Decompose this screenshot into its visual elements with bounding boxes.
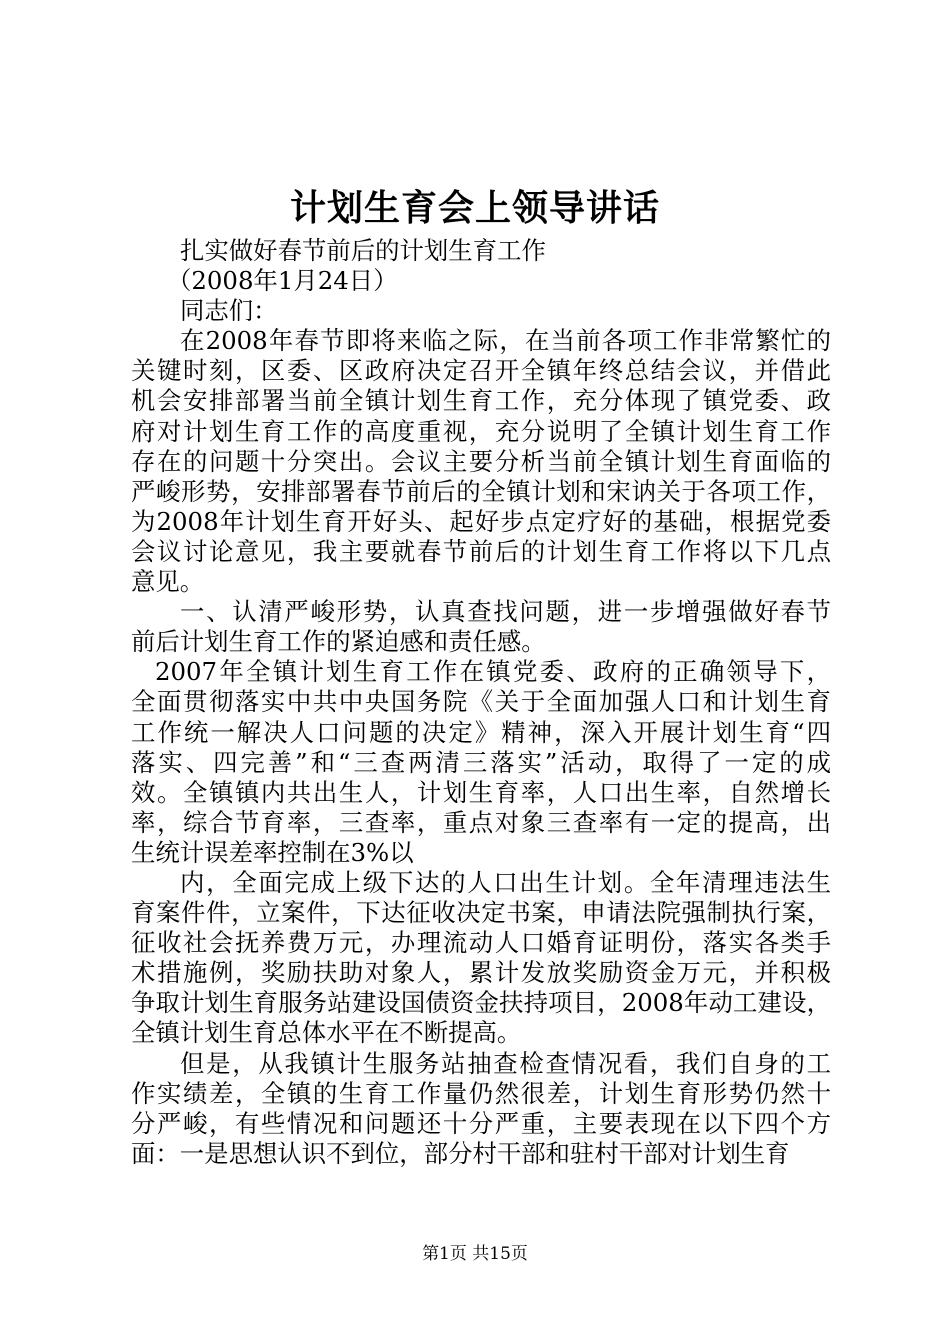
- paragraph-line: 工作统一解决人口问题的决定》精神，深入开展计划生育“四: [131, 717, 831, 747]
- paragraph-line: 一、认清严峻形势，认真查找问题，进一步增强做好春节: [180, 597, 831, 627]
- page-number: 第1页 共15页: [422, 1244, 528, 1264]
- paragraph-line: 生统计误差率控制在3%以: [131, 837, 414, 867]
- paragraph-line: 存在的问题十分突出。会议主要分析当前全镇计划生育面临的: [131, 446, 831, 476]
- paragraph-line: 前后计划生育工作的紧迫感和责任感。: [131, 627, 546, 657]
- paragraph-line: 育案件件，立案件，下达征收决定书案，申请法院强制执行案，: [131, 898, 831, 928]
- document-title: 计划生育会上领导讲话: [289, 187, 660, 229]
- paragraph-line: 分严峻，有些情况和问题还十分严重，主要表现在以下四个方: [131, 1108, 831, 1138]
- paragraph-line: 会议讨论意见，我主要就春节前后的计划生育工作将以下几点: [131, 536, 831, 566]
- paragraph-line: 内，全面完成上级下达的人口出生计划。全年清理违法生: [180, 867, 831, 897]
- paragraph-line: 率，综合节育率，三查率，重点对象三查率有一定的提高，出: [131, 807, 831, 837]
- paragraph-line: 意见。: [131, 567, 205, 597]
- paragraph-line: 2007年全镇计划生育工作在镇党委、政府的正确领导下，: [155, 657, 831, 687]
- paragraph-line: 效。全镇镇内共出生人，计划生育率，人口出生率，自然增长: [131, 777, 831, 807]
- paragraph-line: 但是，从我镇计生服务站抽查检查情况看，我们自身的工: [180, 1048, 831, 1078]
- paragraph-line: 府对计划生育工作的高度重视，充分说明了全镇计划生育工作: [131, 416, 831, 446]
- paragraph-line: 为2008年计划生育开好头、起好步点定疗好的基础，根据党委: [131, 506, 831, 536]
- document-subtitle: 扎实做好春节前后的计划生育工作: [180, 236, 546, 265]
- paragraph-line: 机会安排部署当前全镇计划生育工作，充分体现了镇党委、政: [131, 386, 831, 416]
- paragraph-line: 在2008年春节即将来临之际，在当前各项工作非常繁忙的: [180, 326, 831, 356]
- document-body: [131, 236, 831, 1169]
- document-date: （2008年1月24日）: [167, 266, 398, 296]
- paragraph-line: 严峻形势，安排部署春节前后的全镇计划和宋讷关于各项工作，: [131, 476, 831, 506]
- paragraph-line: 落实、四完善”和“三查两清三落实”活动，取得了一定的成: [131, 747, 831, 777]
- paragraph-line: 关键时刻，区委、区政府决定召开全镇年终总结会议，并借此: [131, 356, 831, 386]
- salutation: 同志们：: [180, 296, 278, 326]
- paragraph-line: 术措施例，奖励扶助对象人，累计发放奖励资金万元，并积极: [131, 958, 831, 988]
- paragraph-line: 全镇计划生育总体水平在不断提高。: [131, 1018, 522, 1048]
- paragraph-line: 作实绩差，全镇的生育工作量仍然很差，计划生育形势仍然十: [131, 1078, 831, 1108]
- paragraph-line: 争取计划生育服务站建设国债资金扶持项目，2008年动工建设，: [131, 988, 831, 1018]
- paragraph-line: 全面贯彻落实中共中央国务院《关于全面加强人口和计划生育: [131, 687, 831, 717]
- paragraph-line: 面：一是思想认识不到位，部分村干部和驻村干部对计划生育: [131, 1138, 790, 1168]
- paragraph-line: 征收社会抚养费万元，办理流动人口婚育证明份，落实各类手: [131, 928, 831, 958]
